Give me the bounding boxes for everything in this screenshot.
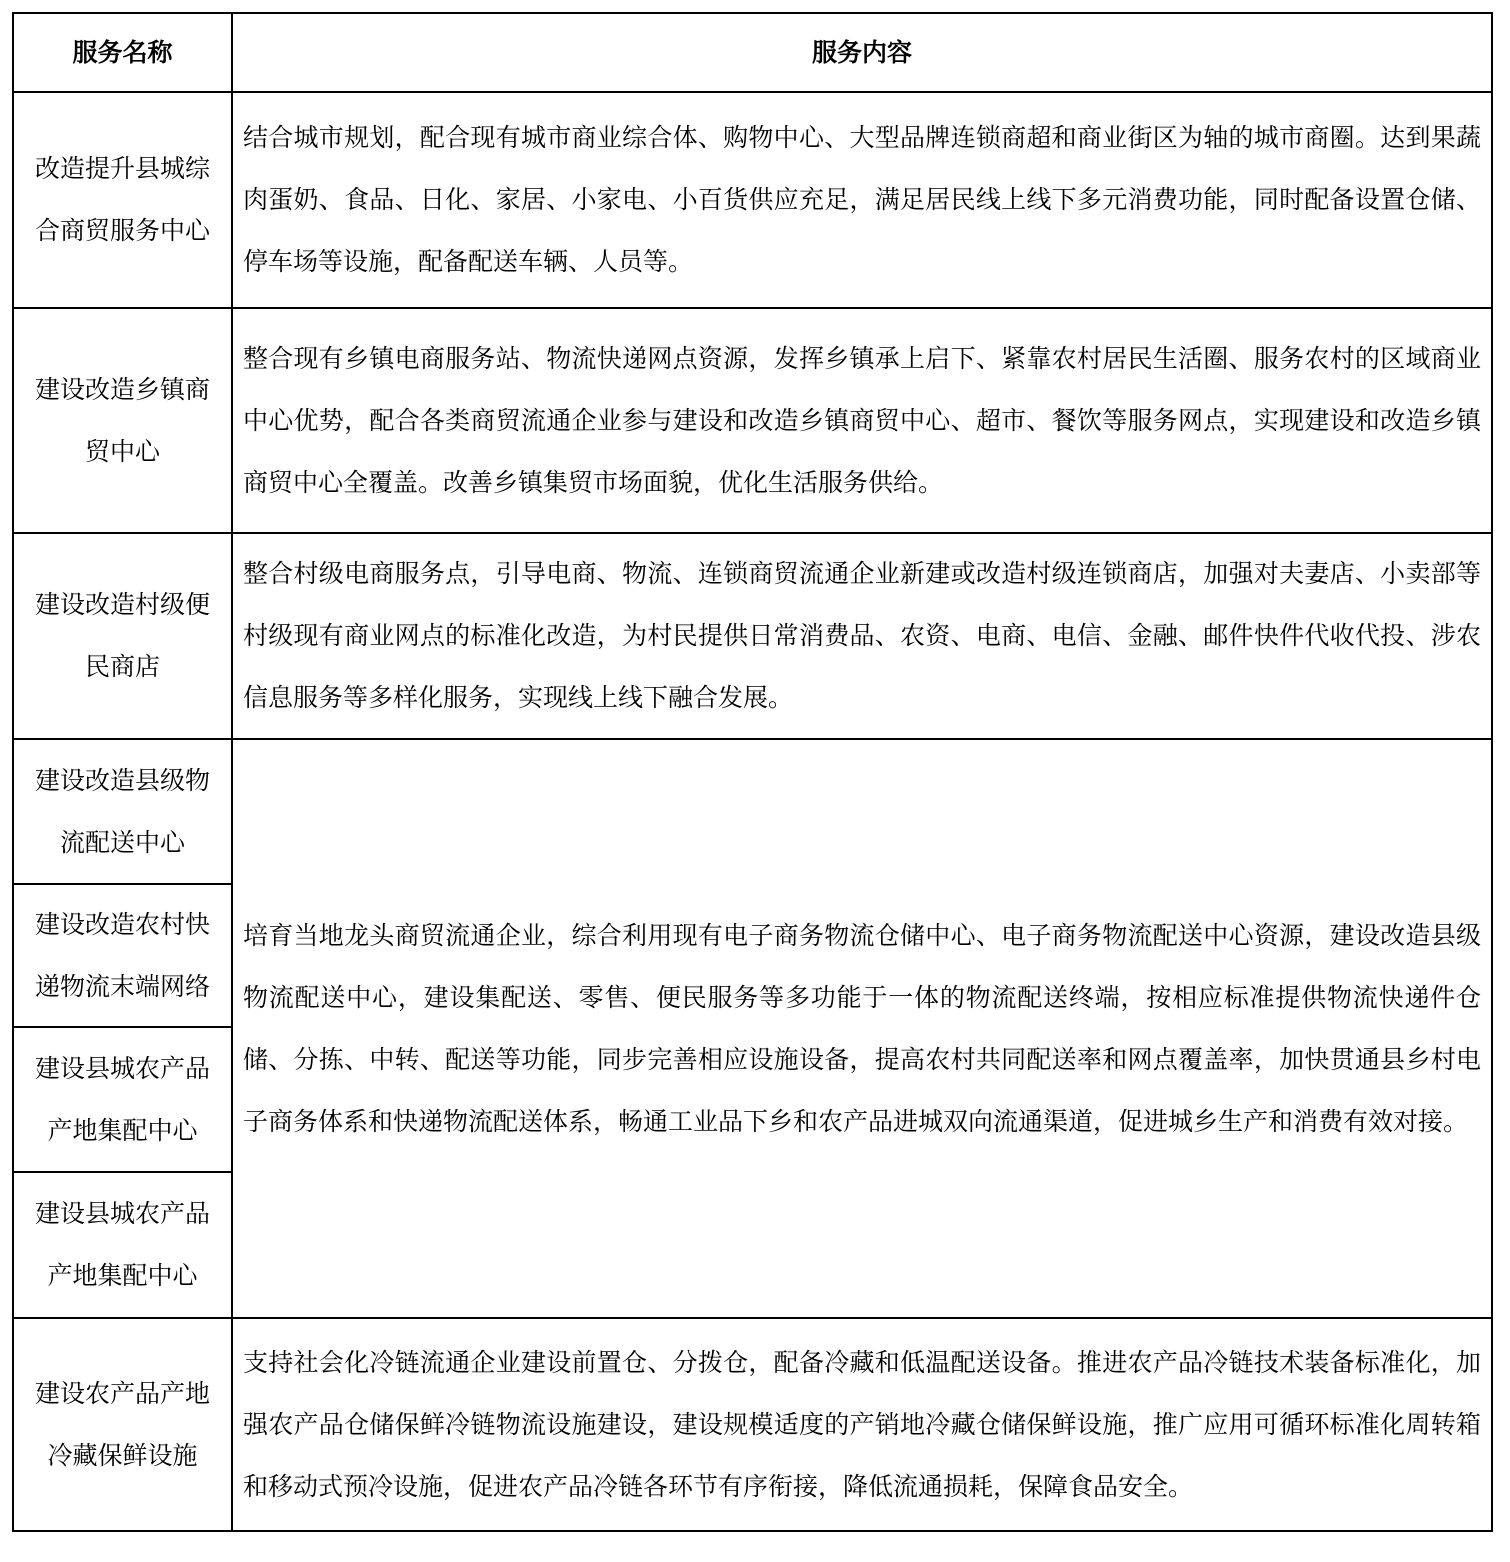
service-name-cell: 改造提升县城综合商贸服务中心 (13, 92, 232, 308)
services-table (12, 12, 1493, 1532)
header-service-content: 服务内容 (232, 13, 1492, 92)
service-name-cell: 建设县城农产品产地集配中心 (13, 1027, 232, 1172)
service-name-cell: 建设改造县级物流配送中心 (13, 739, 232, 884)
service-content-cell-merged: 培育当地龙头商贸流通企业，综合利用现有电子商务物流仓储中心、电子商务物流配送中心资源，建设改造县级物流配送中心，建设集配送、零售、便民服务等多功能于一体的物流配送终端，按相应标准提供物流快递件仓储、分拣、中转、配送等功能，同步完善相应设施设备，提高农村共同配送率和网点覆盖率，加快贯通县乡村电子商务体系和快递物流配送体系，畅通工业品下乡和农产品进城双向流通渠道，促进城乡生产和消费有效对接。 (232, 739, 1492, 1318)
table-row (13, 1318, 1492, 1531)
table-row (13, 92, 1492, 308)
service-name-cell: 建设县城农产品产地集配中心 (13, 1172, 232, 1318)
service-content-cell: 结合城市规划，配合现有城市商业综合体、购物中心、大型品牌连锁商超和商业街区为轴的城市商圈。达到果蔬肉蛋奶、食品、日化、家居、小家电、小百货供应充足，满足居民线上线下多元消费功能，同时配备设置仓储、停车场等设施，配备配送车辆、人员等。 (232, 92, 1492, 308)
service-name-cell: 建设改造乡镇商贸中心 (13, 308, 232, 533)
table-row (13, 308, 1492, 533)
service-name-cell: 建设改造村级便民商店 (13, 533, 232, 739)
table-header-row (13, 13, 1492, 92)
service-name-cell: 建设改造农村快递物流末端网络 (13, 884, 232, 1027)
table-row (13, 533, 1492, 739)
service-content-cell: 支持社会化冷链流通企业建设前置仓、分拨仓，配备冷藏和低温配送设备。推进农产品冷链技术装备标准化，加强农产品仓储保鲜冷链物流设施建设，建设规模适度的产销地冷藏仓储保鲜设施，推广应用可循环标准化周转箱和移动式预冷设施，促进农产品冷链各环节有序衔接，降低流通损耗，保障食品安全。 (232, 1318, 1492, 1531)
service-content-cell: 整合现有乡镇电商服务站、物流快递网点资源，发挥乡镇承上启下、紧靠农村居民生活圈、服务农村的区域商业中心优势，配合各类商贸流通企业参与建设和改造乡镇商贸中心、超市、餐饮等服务网点，实现建设和改造乡镇商贸中心全覆盖。改善乡镇集贸市场面貌，优化生活服务供给。 (232, 308, 1492, 533)
service-name-cell: 建设农产品产地冷藏保鲜设施 (13, 1318, 232, 1531)
header-service-name: 服务名称 (13, 13, 232, 92)
service-content-cell: 整合村级电商服务点，引导电商、物流、连锁商贸流通企业新建或改造村级连锁商店，加强对夫妻店、小卖部等村级现有商业网点的标准化改造，为村民提供日常消费品、农资、电商、电信、金融、邮件快件代收代投、涉农信息服务等多样化服务，实现线上线下融合发展。 (232, 533, 1492, 739)
table-row (13, 739, 1492, 884)
